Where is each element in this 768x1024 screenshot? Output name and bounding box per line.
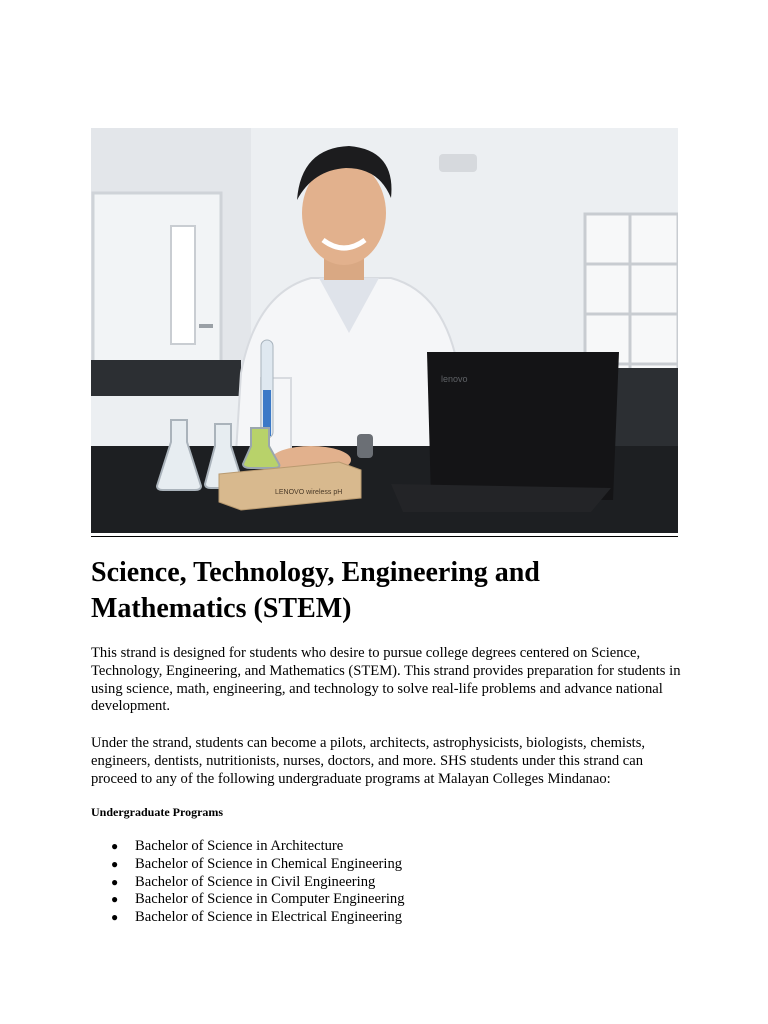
list-item [91,838,405,856]
bullet-icon: ● [111,892,119,907]
title-line-1: Science, Technology, Engineering and [91,557,540,588]
program-label: Bachelor of Science in Civil Engineering [135,873,376,890]
list-item [91,909,405,927]
program-label: Bachelor of Science in Architecture [135,838,344,854]
title-line-2: Mathematics (STEM) [91,593,352,624]
program-label: Bachelor of Science in Chemical Engineering [135,855,403,872]
image-divider [91,536,678,537]
list-item [91,856,405,874]
intro-paragraph: This strand is designed for students who desire to pursue college degrees centered on Science, Technology, Engineering, and Mathematics (STEM). This strand provides preparation for students in using science, math, engineering, and technology to solve real-life problems and advance national development. [91,645,681,715]
bullet-icon: ● [111,839,119,853]
stem-student-photo [91,128,678,533]
bullet-icon: ● [111,874,119,889]
programs-list [91,838,405,927]
list-item [91,891,405,909]
page-title [91,555,691,627]
laptop-brand: lenovo [441,374,468,384]
careers-paragraph: Under the strand, students can become a pilots, architects, astrophysicists, biologists, chemists, engineers, dentists, nutritionists, nurses, doctors, and more. SHS students under this strand can proceed to any of the following undergraduate programs at Malayan Colleges Mindanao: [91,735,646,787]
bullet-icon: ● [111,856,119,871]
box-label: LENOVO wireless pH [275,489,343,496]
bullet-icon: ● [111,910,119,925]
list-item [91,874,405,892]
program-label: Bachelor of Science in Computer Engineering [135,891,405,908]
programs-heading: Undergraduate Programs [91,805,224,819]
program-label: Bachelor of Science in Electrical Engineering [135,909,403,926]
